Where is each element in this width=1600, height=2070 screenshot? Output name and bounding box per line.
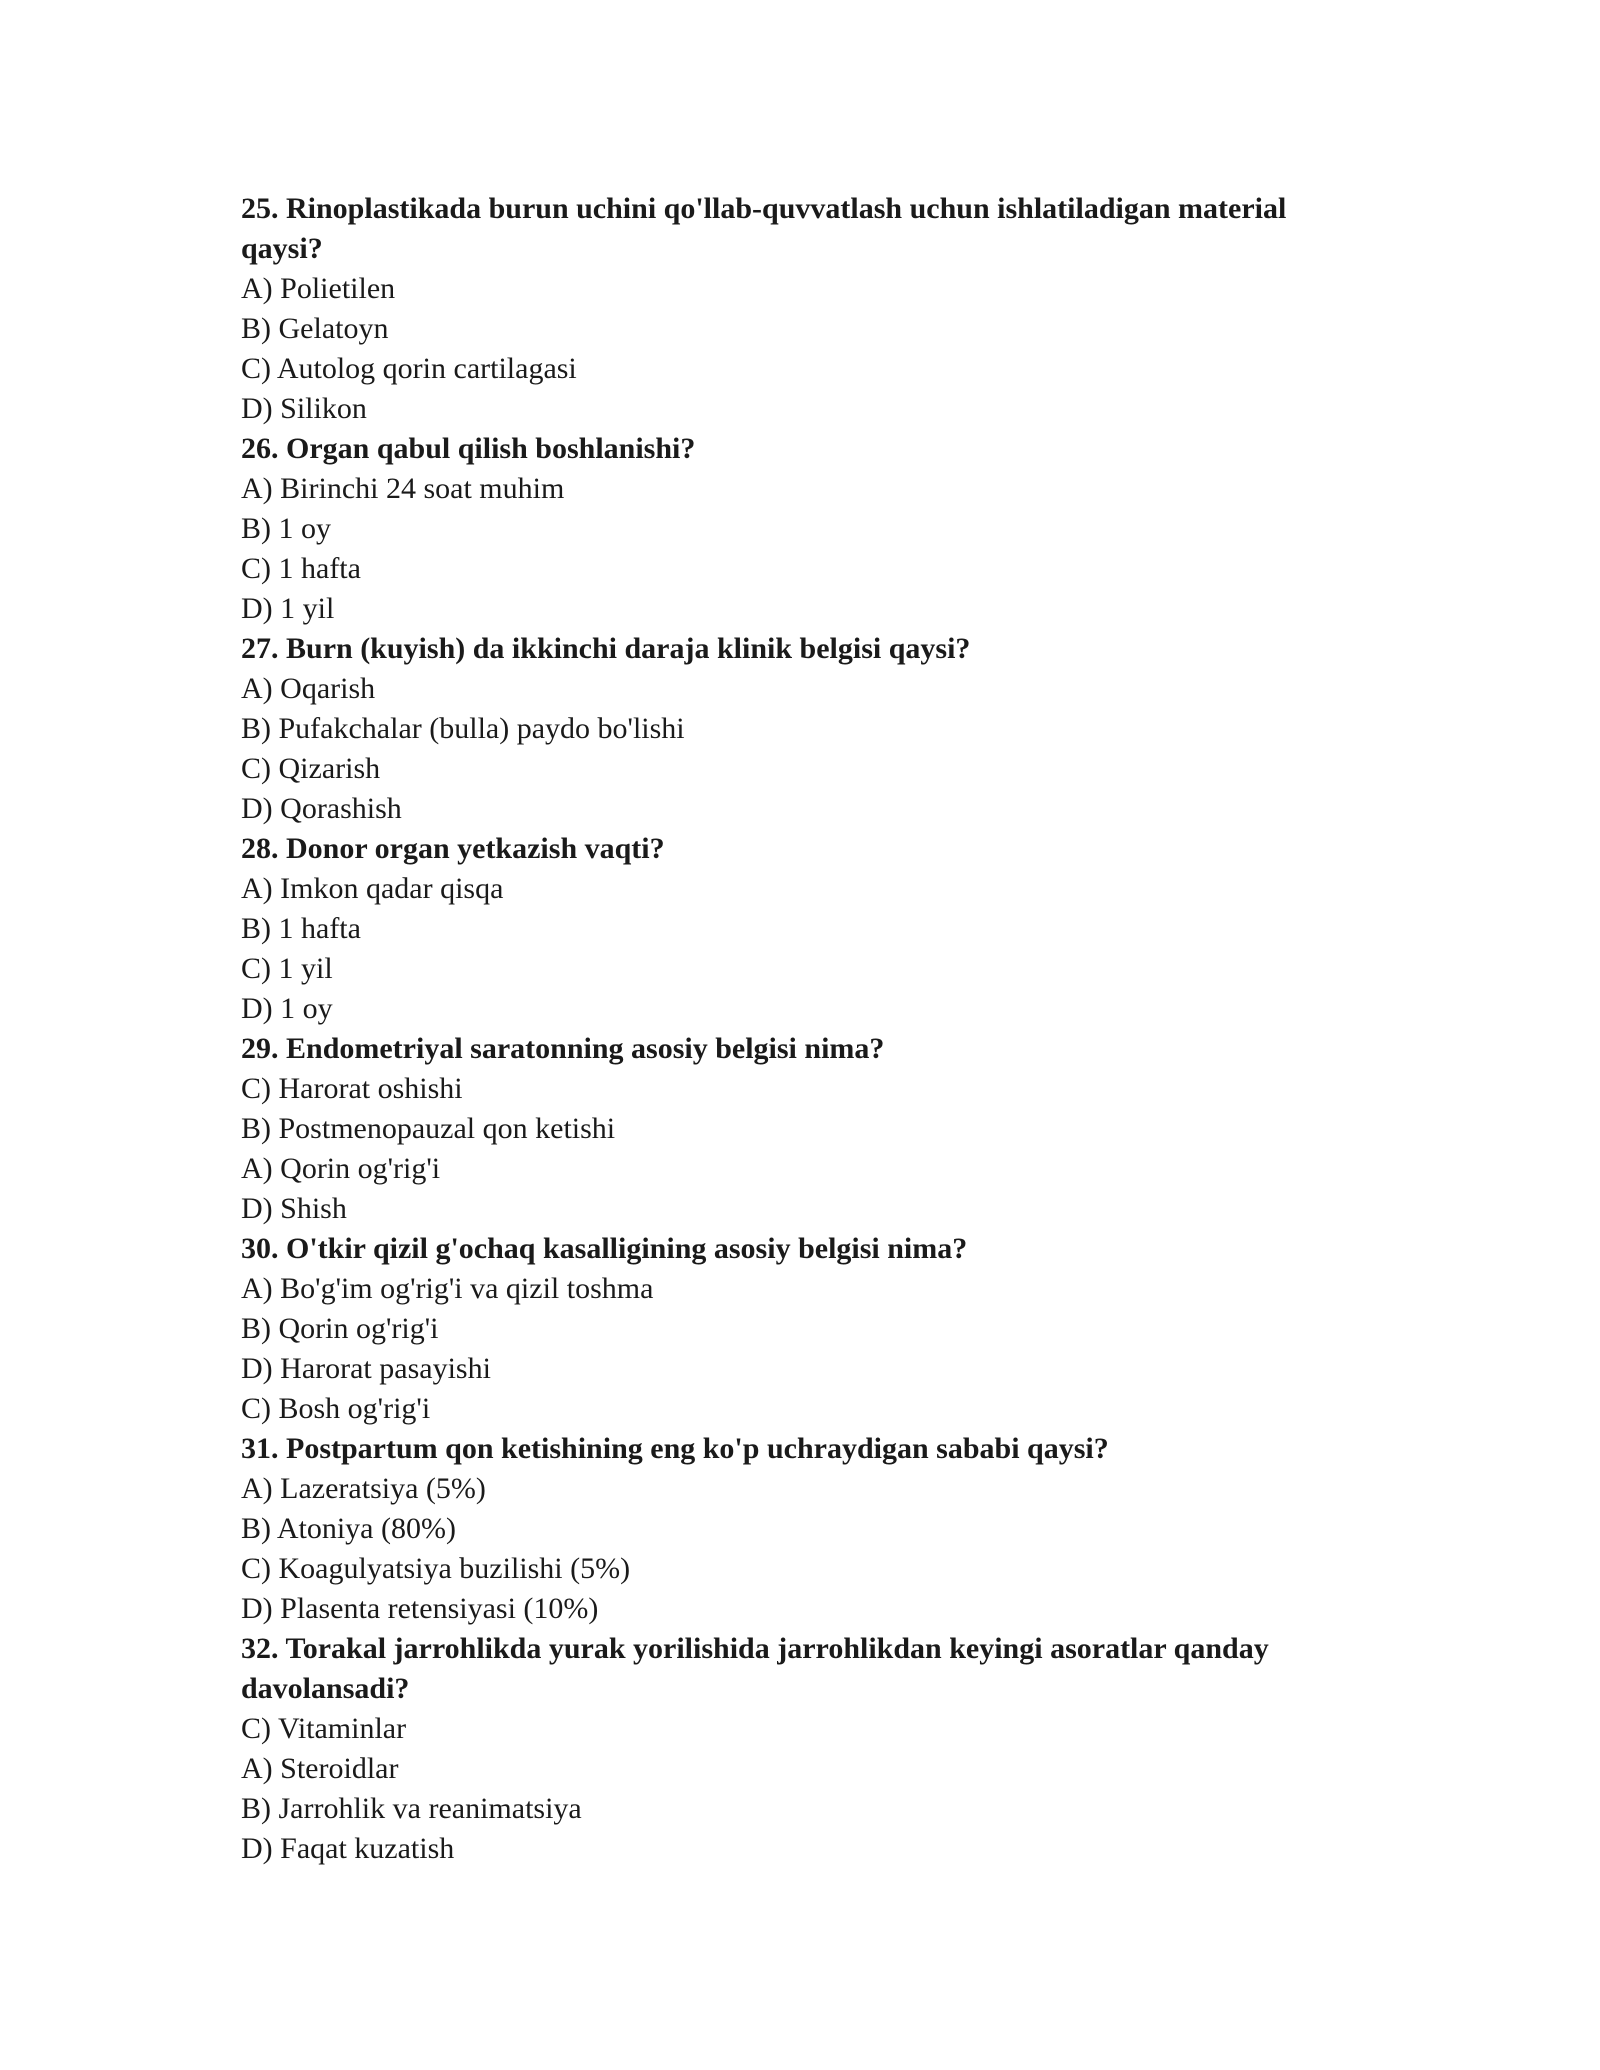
answer-option: A) Bo'g'im og'rig'i va qizil toshma — [241, 1272, 654, 1305]
question-block — [241, 1429, 1361, 1629]
question-block — [241, 429, 1361, 629]
question-title: 27. Burn (kuyish) da ikkinchi daraja klinik belgisi qaysi? — [241, 632, 971, 665]
answer-option: D) Qorashish — [241, 792, 402, 825]
question-title: 26. Organ qabul qilish boshlanishi? — [241, 432, 696, 465]
answer-option: C) 1 yil — [241, 952, 333, 985]
question-list — [241, 189, 1361, 1869]
answer-option: A) Steroidlar — [241, 1752, 399, 1785]
question-block — [241, 829, 1361, 1029]
answer-option: B) Jarrohlik va reanimatsiya — [241, 1792, 582, 1825]
answer-option: A) Qorin og'rig'i — [241, 1152, 441, 1185]
answer-option: B) Postmenopauzal qon ketishi — [241, 1112, 616, 1145]
answer-option: B) Gelatoyn — [241, 312, 389, 345]
answer-option: C) Vitaminlar — [241, 1712, 407, 1745]
answer-option: D) 1 oy — [241, 992, 333, 1025]
question-block — [241, 1029, 1361, 1229]
answer-option: C) Bosh og'rig'i — [241, 1392, 431, 1425]
question-title: 29. Endometriyal saratonning asosiy belgisi nima? — [241, 1032, 885, 1065]
question-block — [241, 629, 1361, 829]
answer-option: C) 1 hafta — [241, 552, 361, 585]
question-title: 28. Donor organ yetkazish vaqti? — [241, 832, 665, 865]
answer-option: B) 1 oy — [241, 512, 331, 545]
answer-option: D) Plasenta retensiyasi (10%) — [241, 1592, 599, 1625]
answer-option: D) 1 yil — [241, 592, 335, 625]
question-title: 32. Torakal jarrohlikda yurak yorilishida jarrohlikdan keyingi asoratlar qanday davolansadi? — [241, 1632, 1269, 1705]
question-title: 25. Rinoplastikada burun uchini qo'llab-quvvatlash uchun ishlatiladigan material qaysi? — [241, 192, 1287, 265]
answer-option: A) Oqarish — [241, 672, 376, 705]
question-block — [241, 1629, 1361, 1869]
answer-option: C) Qizarish — [241, 752, 381, 785]
answer-option: A) Birinchi 24 soat muhim — [241, 472, 565, 505]
answer-option: D) Silikon — [241, 392, 367, 425]
question-block — [241, 1229, 1361, 1429]
answer-option: D) Shish — [241, 1192, 347, 1225]
answer-option: B) Pufakchalar (bulla) paydo bo'lishi — [241, 712, 685, 745]
answer-option: B) Qorin og'rig'i — [241, 1312, 439, 1345]
answer-option: A) Lazeratsiya (5%) — [241, 1472, 486, 1505]
question-title: 31. Postpartum qon ketishining eng ko'p uchraydigan sababi qaysi? — [241, 1432, 1109, 1465]
answer-option: C) Koagulyatsiya buzilishi (5%) — [241, 1552, 631, 1585]
answer-option: A) Polietilen — [241, 272, 396, 305]
answer-option: D) Faqat kuzatish — [241, 1832, 455, 1865]
answer-option: C) Autolog qorin cartilagasi — [241, 352, 577, 385]
question-block — [241, 189, 1361, 429]
question-title: 30. O'tkir qizil g'ochaq kasalligining asosiy belgisi nima? — [241, 1232, 968, 1265]
answer-option: D) Harorat pasayishi — [241, 1352, 491, 1385]
answer-option: C) Harorat oshishi — [241, 1072, 463, 1105]
answer-option: A) Imkon qadar qisqa — [241, 872, 504, 905]
answer-option: B) 1 hafta — [241, 912, 361, 945]
answer-option: B) Atoniya (80%) — [241, 1512, 456, 1545]
